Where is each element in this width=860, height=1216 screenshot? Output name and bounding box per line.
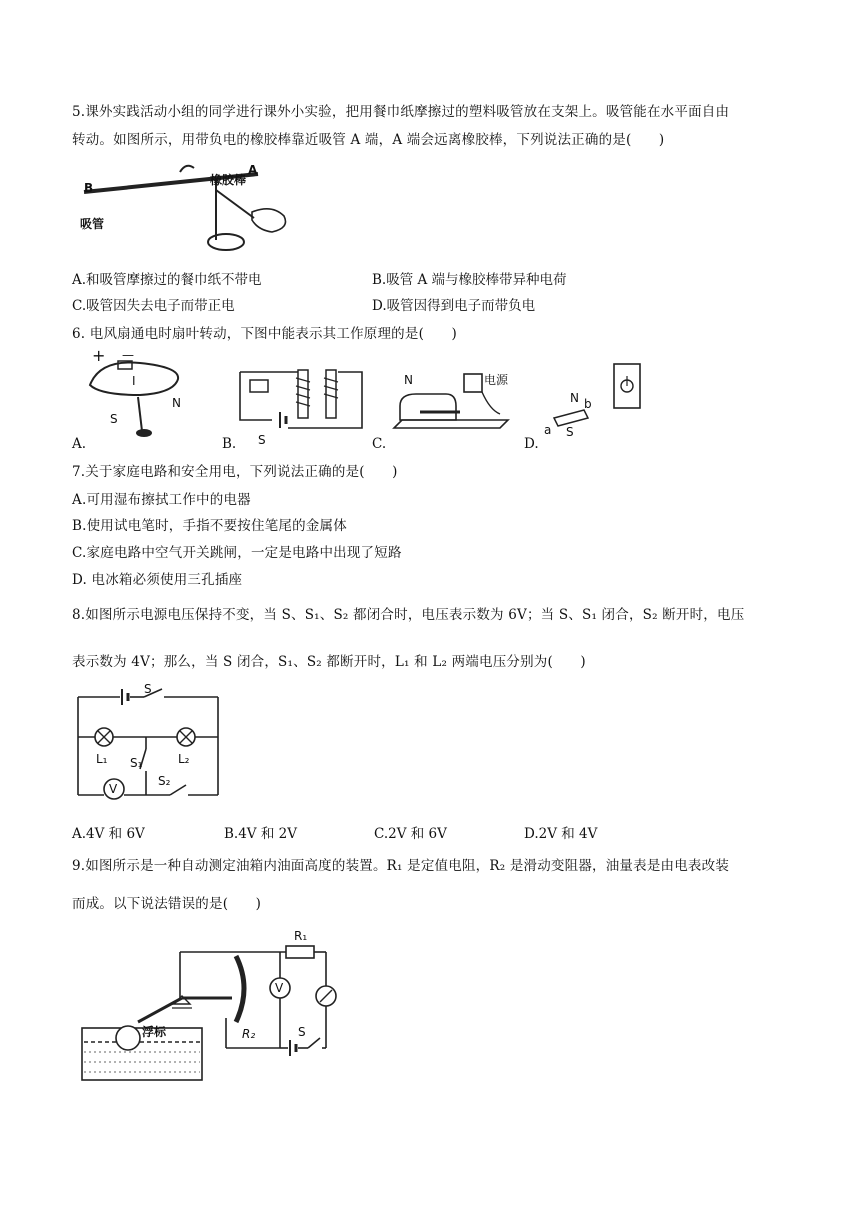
label-minus: — bbox=[122, 348, 134, 362]
label-switch-s: S bbox=[258, 433, 266, 447]
rheostat-r2 bbox=[236, 956, 244, 1022]
label-l1: L₁ bbox=[96, 752, 108, 766]
resistor-r1 bbox=[286, 946, 314, 958]
label-plus: + bbox=[92, 346, 106, 365]
magnet-block bbox=[554, 410, 588, 426]
q8-stem-line1: 8.如图所示电源电压保持不变，当 S、S₁、S₂ 都闭合时，电压表示数为 6V；当 S、S₁ 闭合，S₂ 断开时，电压 bbox=[72, 607, 745, 623]
label-s: S bbox=[144, 682, 152, 696]
q6-option-d[interactable]: D. bbox=[524, 436, 539, 452]
q5-stem-line1: 5.课外实践活动小组的同学进行课外小实验，把用餐巾纸摩擦过的塑料吸管放在支架上。吸管能在水平面自由 bbox=[72, 104, 730, 120]
q5-stem-line2: 转动。如图所示，用带负电的橡胶棒靠近吸管 A 端，A 端会远离橡胶棒，下列说法正确的是( ) bbox=[72, 132, 665, 148]
q6-option-c[interactable]: C. bbox=[372, 436, 387, 452]
q7-option-b[interactable]: B.使用试电笔时，手指不要按住笔尾的金属体 bbox=[72, 518, 347, 534]
label-i: I bbox=[132, 374, 136, 388]
label-v: V bbox=[109, 782, 118, 796]
stand-foot bbox=[136, 429, 152, 437]
q8-figure-circuit bbox=[74, 682, 224, 805]
q6-figure-d-meter bbox=[612, 362, 644, 412]
q8-option-d[interactable]: D.2V 和 4V bbox=[524, 826, 598, 842]
label-s-d: S bbox=[566, 425, 574, 439]
q7-option-a[interactable]: A.可用湿布擦拭工作中的电器 bbox=[72, 492, 251, 508]
stand-base bbox=[208, 234, 244, 250]
q5-option-b[interactable]: B.吸管 A 端与橡胶棒带异种电荷 bbox=[372, 272, 567, 288]
label-a-small: a bbox=[544, 423, 552, 437]
q5-option-a[interactable]: A.和吸管摩擦过的餐巾纸不带电 bbox=[72, 272, 262, 288]
float-ball bbox=[116, 1026, 140, 1050]
q8-stem-line2: 表示数为 4V；那么，当 S 闭合，S₁、S₂ 都断开时，L₁ 和 L₂ 两端电压分别为( ) bbox=[72, 654, 586, 670]
q6-figure-b-electromagnets bbox=[232, 362, 368, 446]
label-b-small: b bbox=[584, 397, 592, 411]
q8-option-a[interactable]: A.4V 和 6V bbox=[72, 826, 145, 842]
q7-option-d[interactable]: D. 电冰箱必须使用三孔插座 bbox=[72, 572, 243, 588]
label-power: 电源 bbox=[484, 373, 509, 387]
q9-figure-oil-gauge bbox=[76, 922, 346, 1082]
u-magnet bbox=[400, 394, 456, 420]
core-left bbox=[298, 370, 308, 418]
q8-option-b[interactable]: B.4V 和 2V bbox=[224, 826, 297, 842]
q9-stem-line1: 9.如图所示是一种自动测定油箱内油面高度的装置。R₁ 是定值电阻，R₂ 是滑动变阻器，油量表是由电表改装 bbox=[72, 858, 730, 874]
power-supply bbox=[464, 374, 482, 392]
q8-option-c[interactable]: C.2V 和 6V bbox=[374, 826, 447, 842]
label-l2: L₂ bbox=[178, 752, 190, 766]
label-n-c: N bbox=[404, 373, 413, 387]
q9-stem-line2: 而成。以下说法错误的是( ) bbox=[72, 896, 262, 912]
q7-stem: 7.关于家庭电路和安全用电，下列说法正确的是( ) bbox=[72, 464, 398, 480]
q5-option-c[interactable]: C.吸管因失去电子而带正电 bbox=[72, 298, 235, 314]
label-v: V bbox=[275, 981, 284, 995]
core-right bbox=[326, 370, 336, 418]
label-s: S bbox=[110, 412, 118, 426]
q7-option-c[interactable]: C.家庭电路中空气开关跳闸，一定是电路中出现了短路 bbox=[72, 545, 402, 561]
switch-s2 bbox=[170, 785, 186, 795]
hand-outline bbox=[252, 209, 286, 232]
q5-figure-straw-rod bbox=[76, 160, 296, 255]
label-straw: 吸管 bbox=[80, 217, 105, 231]
q6-stem: 6. 电风扇通电时扇叶转动，下图中能表示其工作原理的是( ) bbox=[72, 326, 457, 342]
q5-option-d[interactable]: D.吸管因得到电子而带负电 bbox=[372, 298, 536, 314]
lever-arm bbox=[138, 998, 182, 1022]
q6-option-a[interactable]: A. bbox=[72, 436, 87, 452]
q6-figure-c-conductor-on-rails bbox=[390, 370, 516, 442]
label-r1: R₁ bbox=[294, 929, 308, 943]
rheostat bbox=[250, 380, 268, 392]
stand bbox=[138, 397, 142, 431]
label-s: S bbox=[298, 1025, 306, 1039]
label-rod: 橡胶棒 bbox=[210, 173, 247, 187]
label-s1: S₁ bbox=[130, 756, 143, 770]
q6-figure-a-coil-in-field bbox=[80, 345, 190, 440]
rubber-rod bbox=[216, 190, 254, 218]
label-r2: R₂ bbox=[242, 1027, 256, 1041]
q6-figure-d-generator bbox=[540, 388, 590, 440]
label-s2: S₂ bbox=[158, 774, 171, 788]
label-float: 浮标 bbox=[142, 1025, 167, 1039]
label-n: N bbox=[172, 396, 181, 410]
switch-s bbox=[308, 1038, 320, 1048]
label-b: B bbox=[84, 181, 94, 195]
label-a: A bbox=[248, 163, 258, 177]
q6-option-b[interactable]: B. bbox=[222, 436, 237, 452]
label-n-d: N bbox=[570, 391, 579, 405]
rotation-arrow bbox=[180, 166, 194, 172]
base-board bbox=[394, 420, 508, 428]
